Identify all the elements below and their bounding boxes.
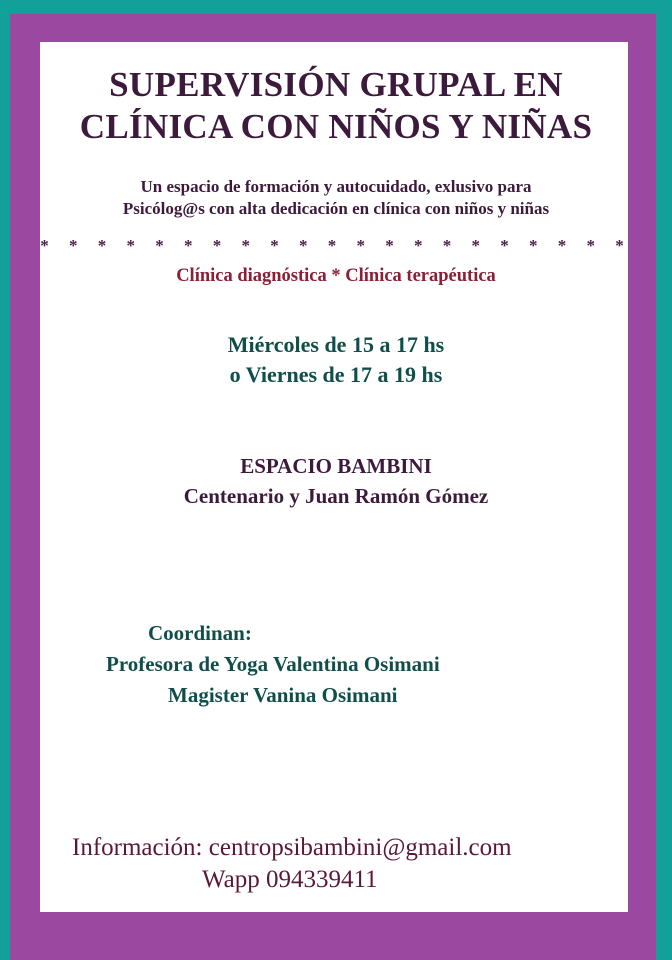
coordinator-2: Magister Vanina Osimani bbox=[168, 683, 398, 707]
subtitle-line-2: Psicólog@s con alta dedicación en clínica con niños y niñas bbox=[122, 199, 550, 218]
coordinator-1: Profesora de Yoga Valentina Osimani bbox=[106, 652, 440, 676]
schedule-line-1: Miércoles de 15 a 17 hs bbox=[227, 332, 445, 357]
title-line-1: SUPERVISIÓN GRUPAL EN bbox=[109, 65, 563, 104]
venue-address: Centenario y Juan Ramón Gómez bbox=[183, 484, 489, 508]
title-line-2: CLÍNICA CON NIÑOS Y NIÑAS bbox=[79, 107, 593, 146]
contact-whatsapp-line: Wapp 094339411 bbox=[202, 866, 378, 893]
coordinators-heading: Coordinan: bbox=[148, 621, 252, 645]
specialties-line: Clínica diagnóstica * Clínica terapéutica bbox=[176, 266, 496, 286]
subtitle-line-1: Un espacio de formación y autocuidado, exlusivo para bbox=[140, 177, 532, 196]
schedule-line-2: o Viernes de 17 a 19 hs bbox=[229, 362, 443, 387]
star-separator: * * * * * * * * * * * * * * * * * * * * * bbox=[40, 236, 632, 255]
flyer-subtitle bbox=[0, 176, 672, 220]
venue-name: ESPACIO BAMBINI bbox=[240, 454, 432, 478]
schedule bbox=[0, 330, 672, 390]
contact-email-line: Información: centropsibambini@gmail.com bbox=[72, 834, 512, 861]
flyer-title bbox=[0, 64, 672, 148]
